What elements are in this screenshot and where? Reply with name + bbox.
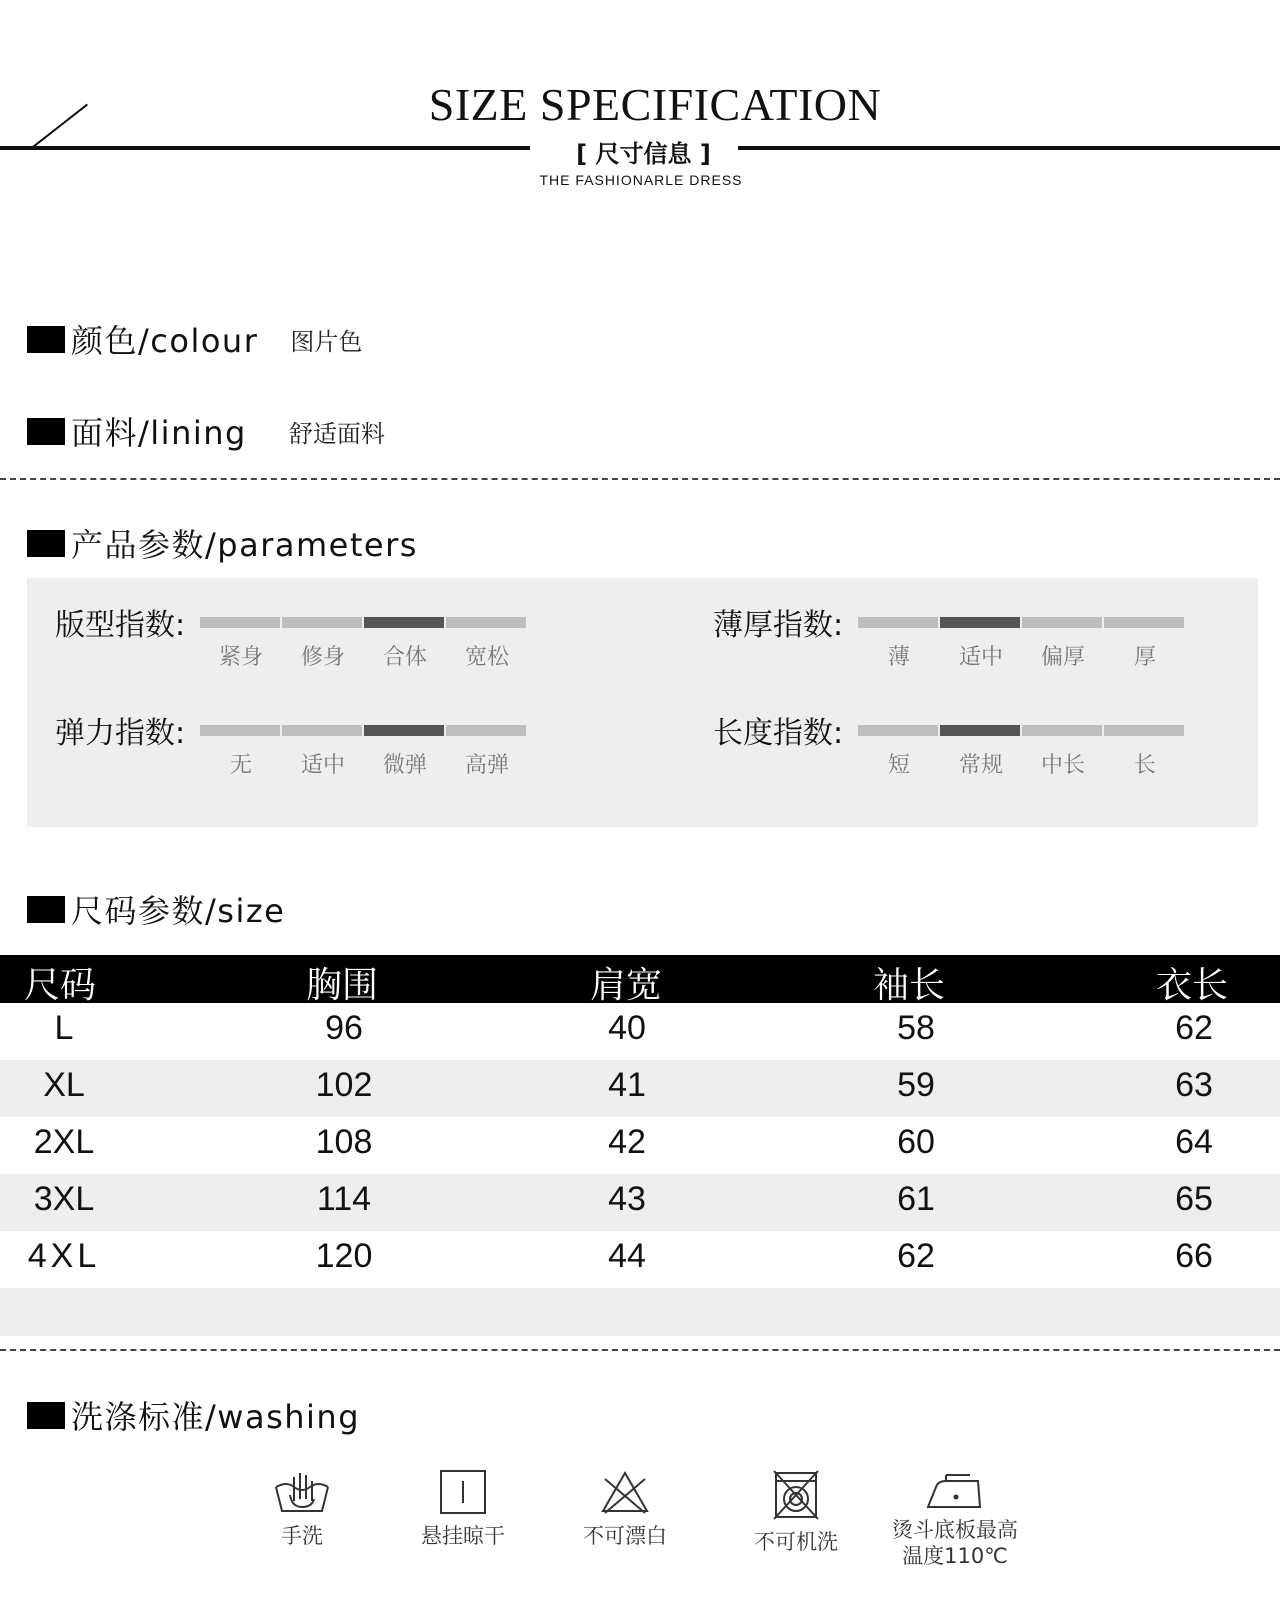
iron-icon <box>922 1467 988 1517</box>
section-marker <box>27 1402 65 1429</box>
fit-index-options <box>200 640 528 671</box>
section-marker <box>27 896 65 923</box>
fit-option: 宽松 <box>464 645 509 670</box>
table-cell: 96 <box>325 1009 363 1047</box>
elastic-option: 无 <box>229 753 252 778</box>
divider <box>0 1349 1280 1351</box>
subtitle-chinese: [ 尺寸信息 ] <box>576 140 711 168</box>
lining-value: 舒适面料 <box>288 419 385 448</box>
no-machine-wash-icon <box>766 1467 826 1523</box>
colour-label: 颜色/colour <box>71 322 259 360</box>
hand-wash-label: 手洗 <box>281 1524 323 1548</box>
thickness-option: 薄 <box>887 645 910 670</box>
table-cell: XL <box>43 1066 85 1104</box>
thickness-index-segment <box>1104 617 1184 628</box>
size-table <box>0 955 1280 1336</box>
table-cell: 62 <box>1175 1009 1213 1047</box>
length-index-segment <box>940 725 1020 736</box>
length-option: 短 <box>887 753 910 778</box>
thickness-option: 厚 <box>1133 645 1156 670</box>
elastic-index-label: 弹力指数: <box>55 716 186 751</box>
table-cell: 120 <box>315 1237 373 1275</box>
header-size: 尺码 <box>24 965 97 1006</box>
length-index-segment <box>1104 725 1184 736</box>
table-cell: 3XL <box>33 1180 95 1218</box>
iron-label-line1: 烫斗底板最高 <box>892 1518 1018 1542</box>
table-cell: 62 <box>897 1237 935 1275</box>
table-cell: 108 <box>315 1123 373 1161</box>
length-option: 常规 <box>958 753 1003 778</box>
page-title: SIZE SPECIFICATION <box>428 79 882 130</box>
length-option: 长 <box>1133 753 1156 778</box>
length-option: 中长 <box>1040 753 1085 778</box>
elastic-option: 微弹 <box>382 753 427 778</box>
thickness-index-bar <box>858 617 1186 628</box>
elastic-option: 高弹 <box>464 753 509 778</box>
table-cell: 2XL <box>33 1123 95 1161</box>
table-row <box>0 1003 1280 1060</box>
table-row-empty <box>0 1288 1280 1336</box>
thickness-index-segment <box>1022 617 1102 628</box>
length-index-options <box>858 748 1186 779</box>
table-row <box>0 1174 1280 1231</box>
divider <box>0 478 1280 480</box>
wash-item-no-bleach <box>545 1467 705 1549</box>
no-bleach-label: 不可漂白 <box>583 1524 667 1548</box>
washing-heading <box>27 1392 360 1438</box>
table-cell: L <box>54 1009 74 1047</box>
section-marker <box>27 418 65 445</box>
table-cell: 61 <box>897 1180 935 1218</box>
table-cell: 44 <box>608 1237 646 1275</box>
length-index-segment <box>1022 725 1102 736</box>
size-label: 尺码参数/size <box>71 892 286 930</box>
wash-item-iron <box>875 1467 1035 1569</box>
thickness-index-options <box>858 640 1186 671</box>
elastic-index-segment <box>446 725 526 736</box>
header-sleeve: 袖长 <box>873 965 946 1006</box>
fit-index-label: 版型指数: <box>55 608 186 643</box>
fit-option: 合体 <box>382 645 427 670</box>
table-cell: 40 <box>608 1009 646 1047</box>
parameters-heading <box>27 520 418 566</box>
table-cell: 114 <box>316 1180 372 1218</box>
hang-dry-label: 悬挂晾干 <box>421 1524 505 1548</box>
parameters-panel <box>27 578 1258 827</box>
lining-label: 面料/lining <box>71 414 247 452</box>
fit-option: 修身 <box>300 645 345 670</box>
no-machine-wash-label: 不可机洗 <box>754 1530 838 1554</box>
elastic-index-segment <box>200 725 280 736</box>
fit-index-segment <box>446 617 526 628</box>
thickness-index-segment <box>858 617 938 628</box>
fit-option: 紧身 <box>218 645 263 670</box>
wash-item-hand-wash <box>222 1467 382 1549</box>
table-header <box>0 955 1280 1006</box>
table-cell: 58 <box>897 1009 935 1047</box>
subtitle-english: THE FASHIONARLE DRESS <box>539 172 743 188</box>
fit-index-segment <box>200 617 280 628</box>
thickness-option: 适中 <box>958 645 1003 670</box>
iron-label-line2: 温度110℃ <box>902 1544 1008 1568</box>
length-index-bar <box>858 725 1186 736</box>
hang-dry-icon <box>433 1467 493 1517</box>
washing-label: 洗涤标准/washing <box>71 1398 361 1436</box>
table-cell: 42 <box>608 1123 646 1161</box>
table-cell: 65 <box>1175 1180 1213 1218</box>
table-cell: 43 <box>608 1180 646 1218</box>
length-index-segment <box>858 725 938 736</box>
colour-value: 图片色 <box>290 327 363 356</box>
parameters-label: 产品参数/parameters <box>71 526 418 564</box>
table-row <box>0 1060 1280 1117</box>
wash-item-hang-dry <box>383 1467 543 1549</box>
table-cell: 60 <box>897 1123 935 1161</box>
table-cell: 59 <box>897 1066 935 1104</box>
table-cell: 102 <box>315 1066 373 1104</box>
table-cell: 66 <box>1175 1237 1213 1275</box>
table-cell: 64 <box>1175 1123 1213 1161</box>
table-row <box>0 1117 1280 1174</box>
length-index-label: 长度指数: <box>713 716 844 751</box>
header-length: 衣长 <box>1156 965 1229 1006</box>
table-cell: 41 <box>608 1066 646 1104</box>
lining-row <box>27 408 385 454</box>
section-marker <box>27 326 65 353</box>
table-cell: 63 <box>1175 1066 1213 1104</box>
fit-index-segment <box>282 617 362 628</box>
table-cell: 4XL <box>27 1237 101 1275</box>
section-marker <box>27 530 65 557</box>
table-row <box>0 1231 1280 1288</box>
colour-row <box>27 316 362 362</box>
elastic-option: 适中 <box>300 753 345 778</box>
fit-index-bar <box>200 617 528 628</box>
header-shoulder: 肩宽 <box>590 965 663 1006</box>
wash-item-no-machine-wash <box>716 1467 876 1555</box>
fit-index-segment <box>364 617 444 628</box>
no-bleach-icon <box>595 1467 655 1517</box>
elastic-index-segment <box>364 725 444 736</box>
thickness-index-segment <box>940 617 1020 628</box>
hand-wash-icon <box>272 1467 332 1517</box>
header-chest: 胸围 <box>306 965 379 1006</box>
elastic-index-bar <box>200 725 528 736</box>
thickness-index-label: 薄厚指数: <box>713 608 844 643</box>
elastic-index-options <box>200 748 528 779</box>
elastic-index-segment <box>282 725 362 736</box>
size-heading <box>27 886 285 932</box>
thickness-option: 偏厚 <box>1040 645 1085 670</box>
